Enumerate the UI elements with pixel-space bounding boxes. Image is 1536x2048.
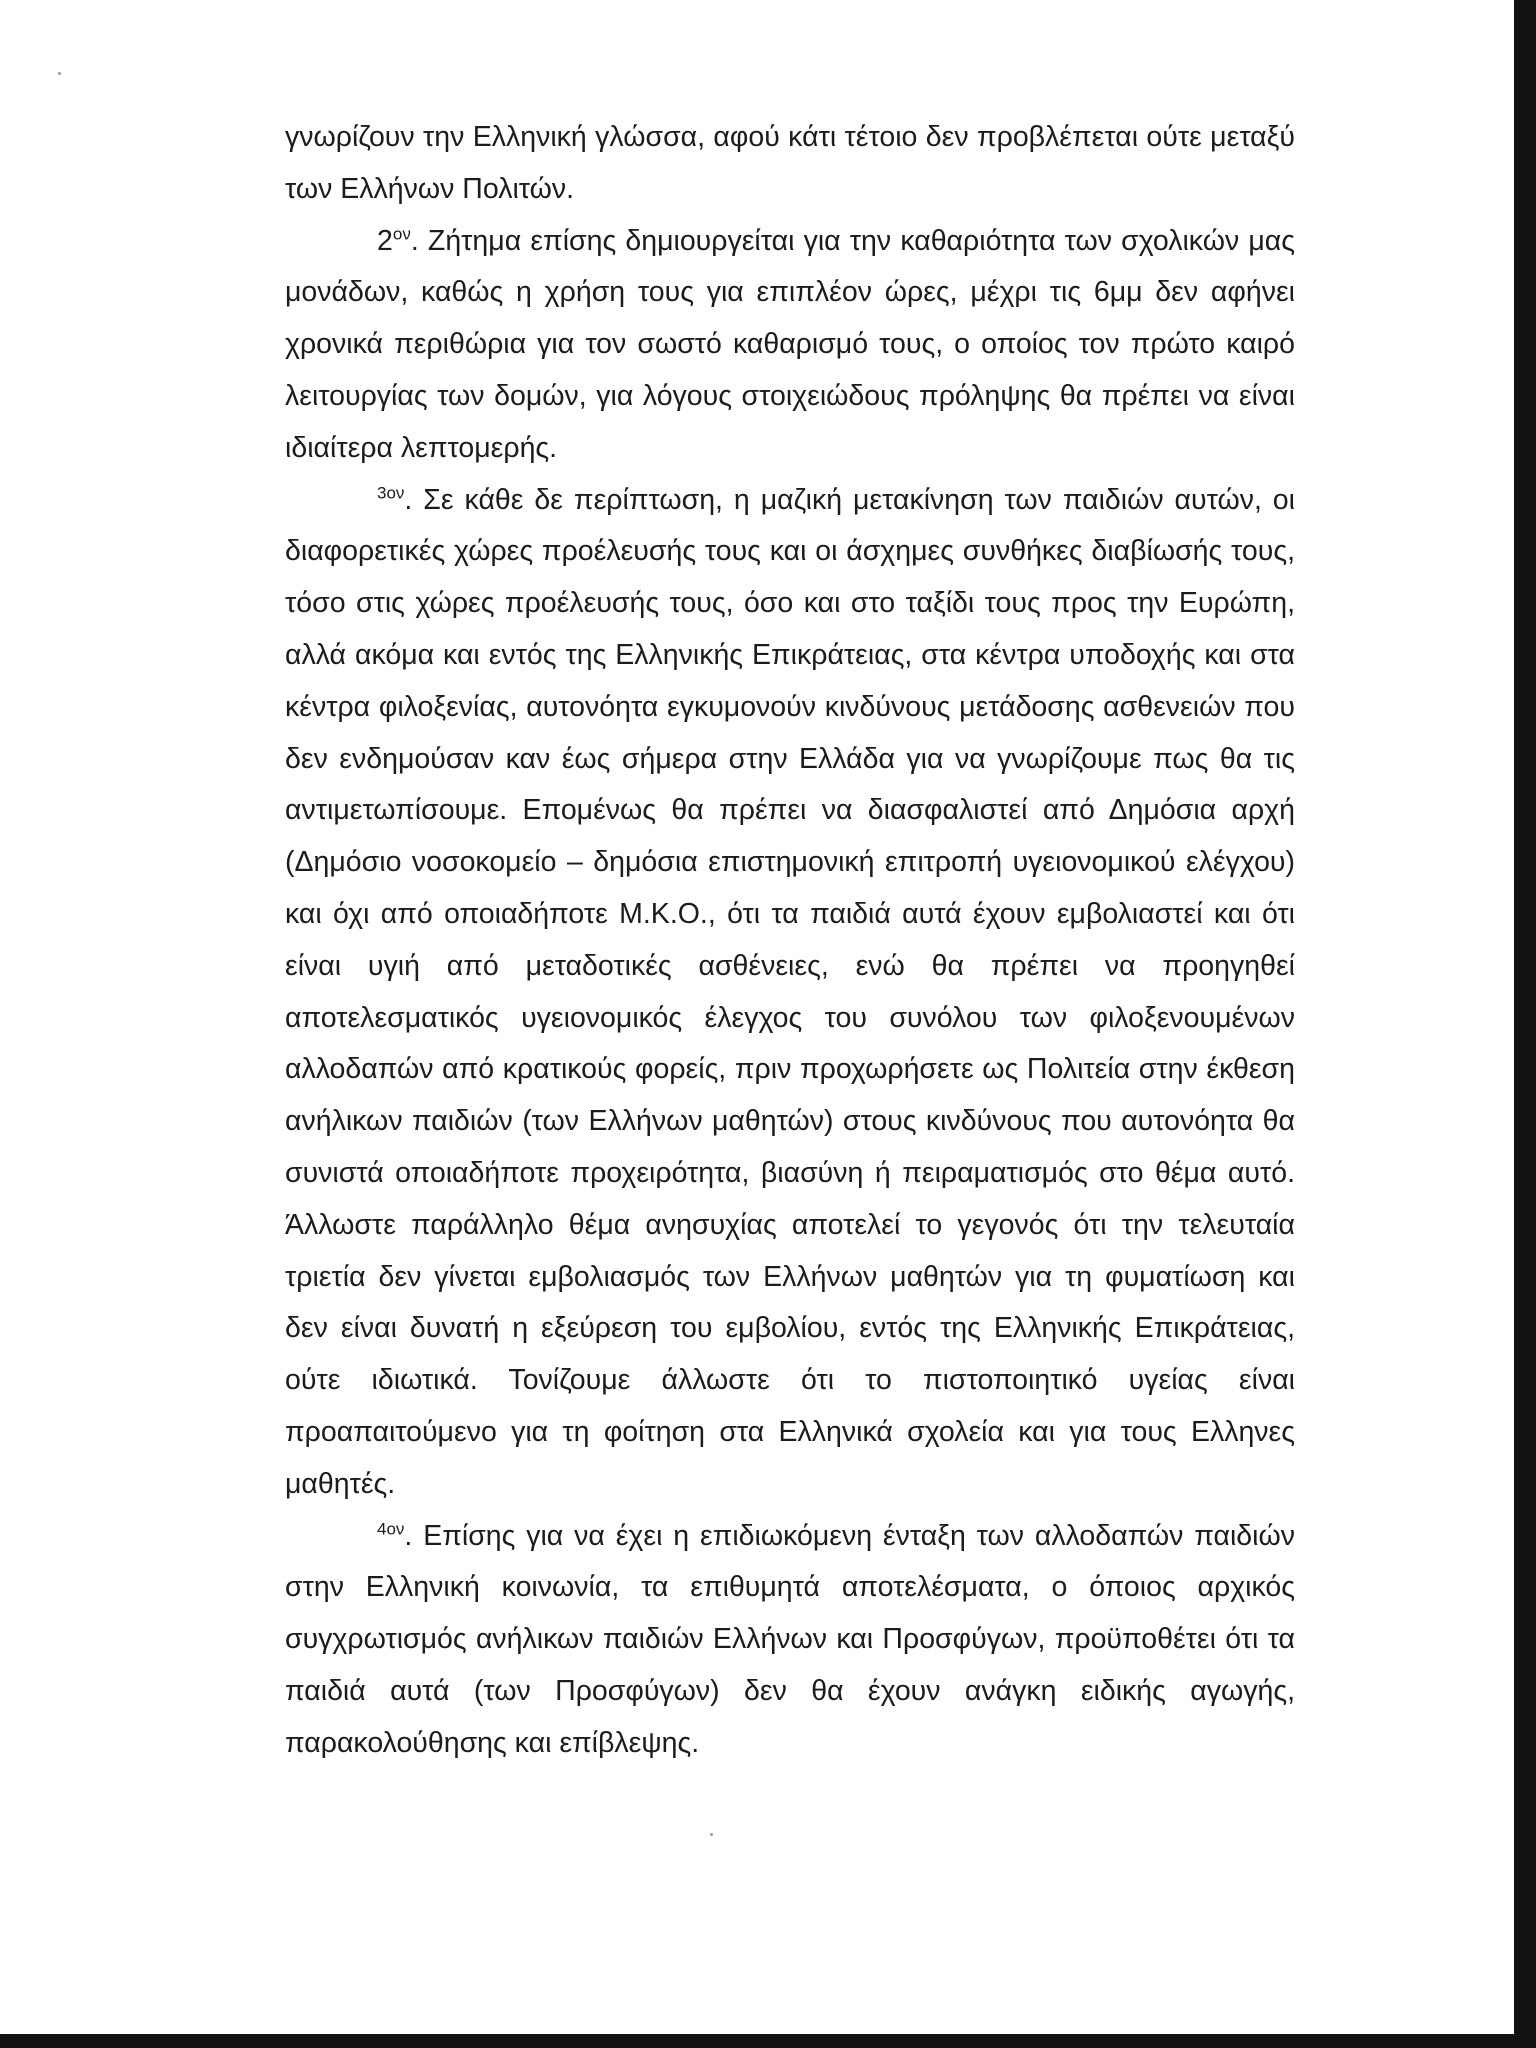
- paragraph-number: 2: [377, 224, 393, 257]
- paragraph-2: [285, 216, 1295, 475]
- document-body: [285, 112, 1295, 1770]
- scan-speck: [710, 1833, 713, 1836]
- paragraph-number: 3ον: [377, 483, 405, 503]
- paragraph-4: [285, 1511, 1295, 1770]
- scan-border-bottom: [0, 2034, 1536, 2048]
- paragraph-3: [285, 475, 1295, 1511]
- paragraph-continuation: [285, 112, 1295, 216]
- paragraph-text: . Επίσης για να έχει η επιδιωκόμενη ένταξη των αλλοδαπών παιδιών στην Ελληνική κοινωνία, τα επιθυμητά αποτελέσματα, ο όποιος αρχικός συγχρωτισμός ανήλικων παιδιών Ελλήνων και Προσφύγων, προϋποθέτει ότι τα παιδιά αυτά (των Προσφύγων) δεν θα έχουν ανάγκη ειδικής αγωγής, παρακολούθησης και επίβλεψης.: [285, 1519, 1295, 1759]
- paragraph-number: 4ον: [377, 1519, 405, 1539]
- paragraph-text: γνωρίζουν την Ελληνική γλώσσα, αφού κάτι τέτοιο δεν προβλέπεται ούτε μεταξύ των Ελλήνων Πολιτών.: [285, 121, 1295, 205]
- scan-border-right: [1514, 0, 1536, 2048]
- paragraph-text: . Σε κάθε δε περίπτωση, η μαζική μετακίνηση των παιδιών αυτών, οι διαφορετικές χώρες προέλευσής τους και οι άσχημες συνθήκες διαβίωσής τους, τόσο στις χώρες προέλευσής τους, όσο και στο ταξίδι τους προς την Ευρώπη, αλλά ακόμα και εντός της Ελληνικής Επικράτειας, στα κέντρα υποδοχής και στα κέντρα φιλοξενίας, αυτονόητα εγκυμονούν κινδύνους μετάδοσης ασθενειών που δεν ενδημούσαν καν έως σήμερα στην Ελλάδα για να γνωρίζουμε πως θα τις αντιμετωπίσουμε. Επομένως θα πρέπει να διασφαλιστεί από Δημόσια αρχή (Δημόσιο νοσοκομείο – δημόσια επιστημονική επιτροπή υγειονομικού ελέγχου) και όχι από οποιαδήποτε Μ.Κ.Ο., ότι τα παιδιά αυτά έχουν εμβολιαστεί και ότι είναι υγιή από μεταδοτικές ασθένειες, ενώ θα πρέπει να προηγηθεί αποτελεσματικός υγειονομικός έλεγχος του συνόλου των φιλοξενουμένων αλλοδαπών από κρατικούς φορείς, πριν προχωρήσετε ως Πολιτεία στην έκθεση ανήλικων παιδιών (των Ελλήνων μαθητών) στους κινδύνους που αυτονόητα θα συνιστά οποιαδήποτε προχειρότητα, βιασύνη ή πειραματισμός στο θέμα αυτό. Άλλωστε παράλληλο θέμα ανησυχίας αποτελεί το γεγονός ότι την τελευταία τριετία δεν γίνεται εμβολιασμός των Ελλήνων μαθητών για τη φυματίωση και δεν είναι δυνατή η εξεύρεση του εμβολίου, εντός της Ελληνικής Επικράτειας, ούτε ιδιωτικά. Τονίζουμε άλλωστε ότι το πιστοποιητικό υγείας είναι προαπαιτούμενο για τη φοίτηση στα Ελληνικά σχολεία και για τους Ελληνες μαθητές.: [285, 483, 1295, 1500]
- paragraph-text: . Ζήτημα επίσης δημιουργείται για την καθαριότητα των σχολικών μας μονάδων, καθώς η χρήση τους για επιπλέον ώρες, μέχρι τις 6μμ δεν αφήνει χρονικά περιθώρια για τον σωστό καθαρισμό τους, ο οποίος τον πρώτο καιρό λειτουργίας των δομών, για λόγους στοιχειώδους πρόληψης θα πρέπει να είναι ιδιαίτερα λεπτομερής.: [285, 224, 1295, 464]
- scan-speck: [58, 72, 61, 75]
- ordinal-suffix: ον: [392, 224, 411, 244]
